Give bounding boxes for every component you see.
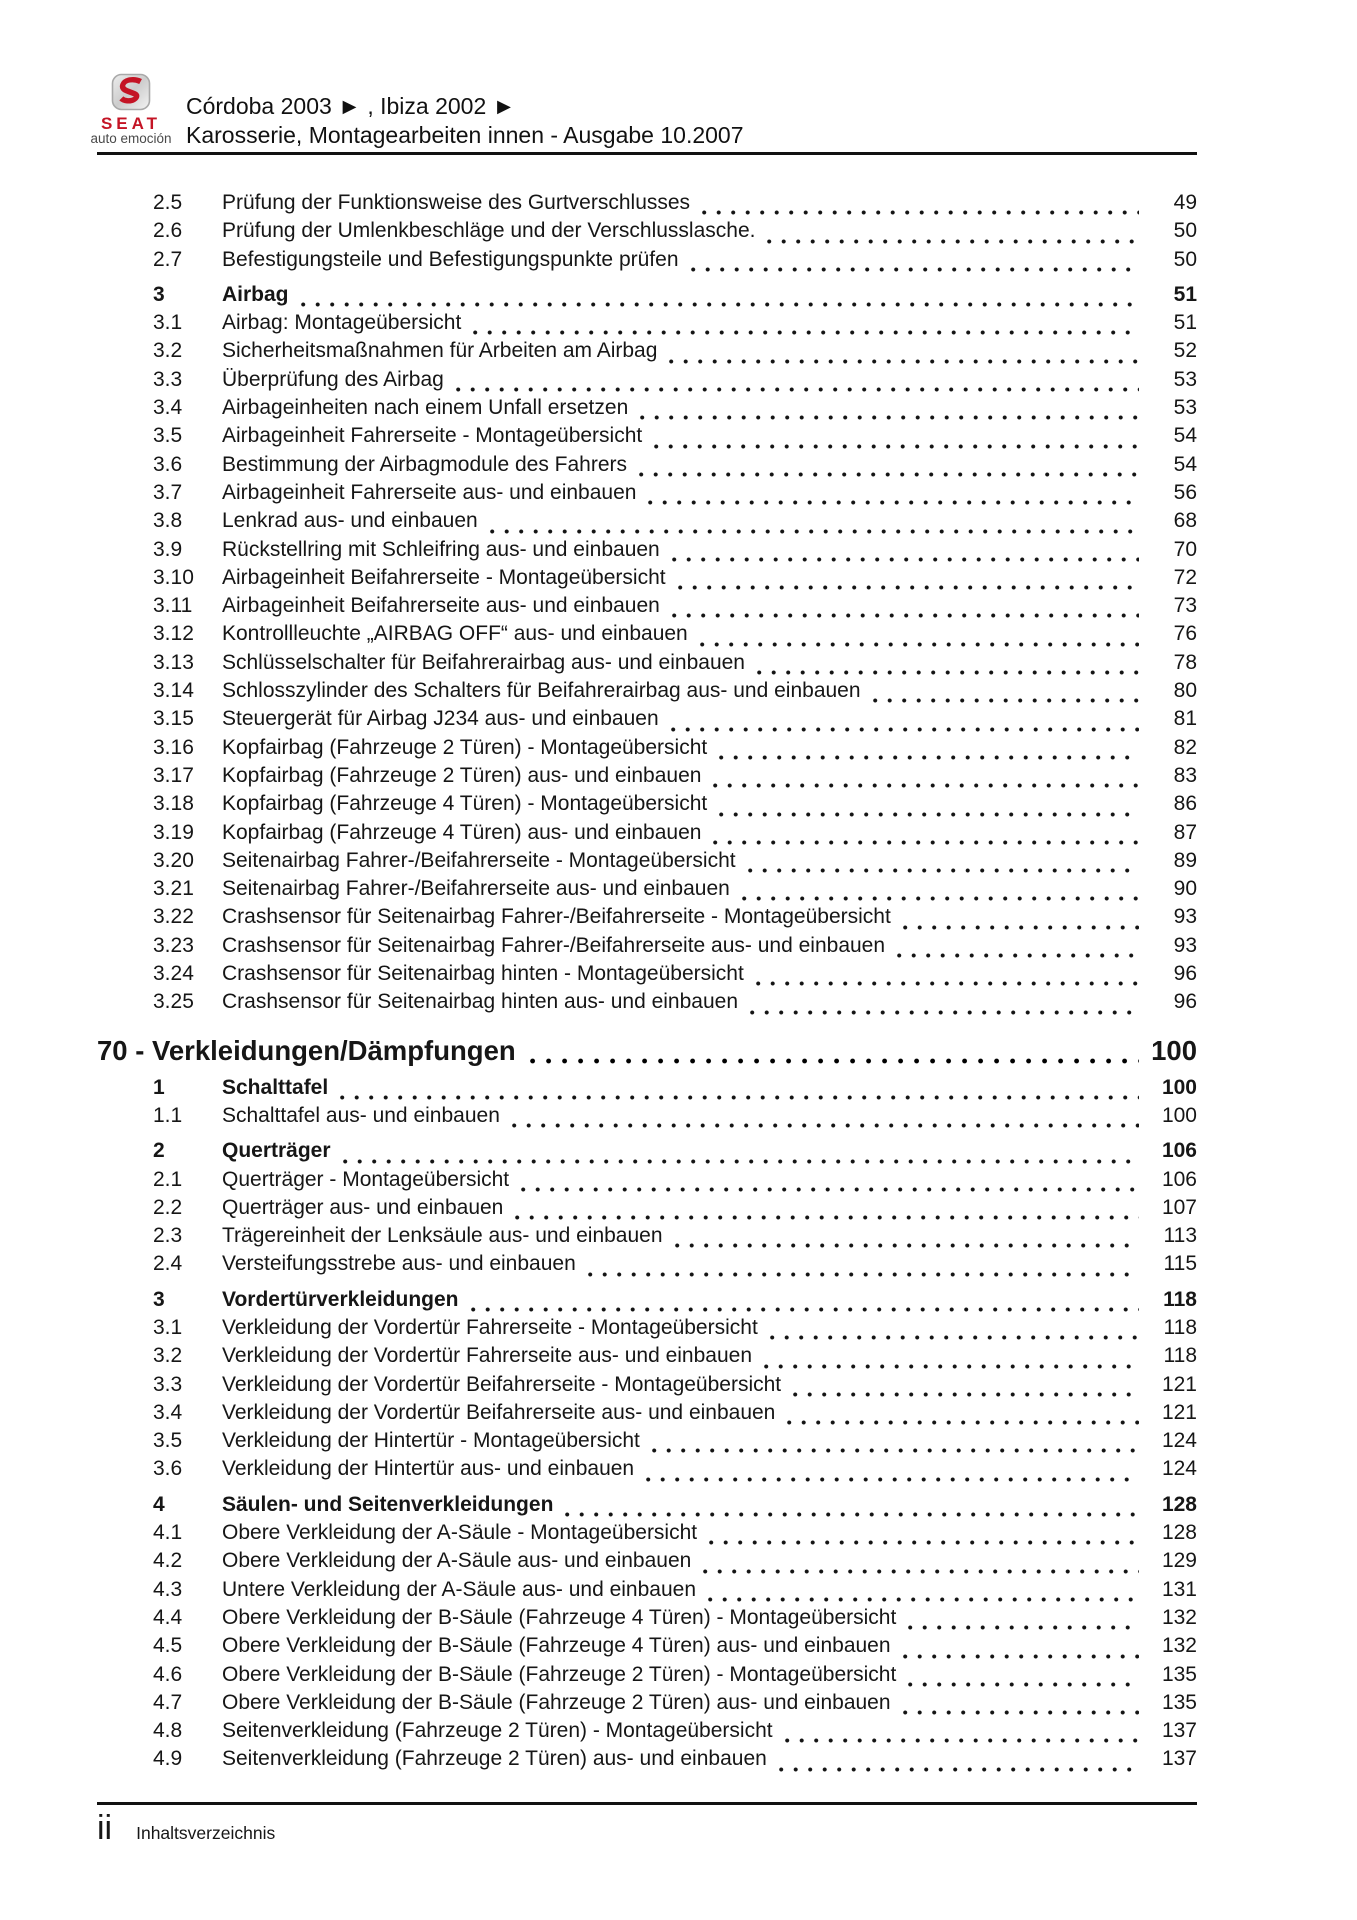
toc-entry-page: 72 — [1173, 565, 1197, 589]
dot-leader — [672, 557, 1139, 562]
toc-entry-page: 135 — [1161, 1690, 1197, 1714]
toc-entry-title: Obere Verkleidung der B-Säule (Fahrzeuge 4 Türen) aus- und einbauen — [222, 1634, 891, 1658]
toc-entry-page: 118 — [1163, 1344, 1197, 1368]
toc-entry-row — [97, 1549, 1197, 1577]
toc-entry-number: 2.5 — [153, 191, 183, 214]
dot-leader — [903, 925, 1139, 930]
toc-entry-number: 3.1 — [153, 1315, 183, 1339]
toc-entry-title: Trägereinheit der Lenksäule aus- und einbauen — [222, 1224, 663, 1248]
dot-leader — [903, 1654, 1139, 1659]
toc-entry-number: 3.3 — [153, 367, 183, 391]
toc-entry-title: Kopfairbag (Fahrzeuge 4 Türen) aus- und einbauen — [222, 820, 702, 844]
toc-entry-page: 118 — [1163, 1315, 1197, 1339]
toc-entry-row — [97, 1606, 1197, 1634]
dot-leader — [671, 727, 1139, 732]
toc-entry-page: 118 — [1163, 1287, 1197, 1311]
toc-entry-row — [97, 707, 1197, 735]
dot-leader — [903, 1710, 1139, 1715]
toc-entry-row — [97, 538, 1197, 566]
toc-entry-row — [97, 1076, 1197, 1104]
toc-entry-page: 121 — [1161, 1372, 1197, 1396]
dot-leader — [473, 330, 1139, 335]
toc-entry-page: 106 — [1161, 1167, 1197, 1191]
toc-entry-number: 4.1 — [153, 1521, 183, 1545]
toc-entry-row — [97, 1719, 1197, 1747]
toc-entry-number: 3.20 — [153, 848, 194, 872]
toc-entry-title: Überprüfung des Airbag — [222, 367, 444, 391]
toc-entry-title: Schalttafel — [222, 1075, 329, 1099]
toc-entry-row — [97, 1457, 1197, 1485]
toc-entry-number: 4.2 — [153, 1549, 183, 1573]
toc-entry-page: 106 — [1161, 1139, 1197, 1163]
toc-entry-number: 2.2 — [153, 1195, 183, 1219]
dot-leader — [515, 1215, 1139, 1220]
header-rule — [97, 152, 1197, 155]
dot-leader — [471, 1307, 1140, 1312]
toc-entry-row — [97, 1747, 1197, 1775]
toc-entry-row — [97, 1316, 1197, 1344]
toc-entry-page: 96 — [1173, 962, 1197, 986]
toc-entry-row — [97, 424, 1197, 452]
toc-entry-title: Sicherheitsmaßnahmen für Arbeiten am Airbag — [222, 339, 658, 363]
toc-entry-page: 51 — [1173, 282, 1197, 306]
toc-entry-row — [97, 877, 1197, 905]
dot-leader — [787, 1420, 1139, 1425]
toc-entry-row — [97, 651, 1197, 679]
dot-leader — [521, 1187, 1139, 1192]
toc-entry-number: 3.1 — [153, 311, 183, 335]
toc-entry-page: 70 — [1173, 537, 1197, 561]
dot-leader — [785, 1738, 1139, 1743]
toc-entry-title: Querträger aus- und einbauen — [222, 1195, 504, 1219]
toc-entry-number: 4.4 — [153, 1605, 183, 1629]
toc-entry-page: 129 — [1161, 1549, 1197, 1573]
dot-leader — [908, 1625, 1139, 1630]
toc-entry-row — [97, 1288, 1197, 1316]
seat-wordmark: SEAT — [100, 114, 162, 133]
toc-entry-row — [97, 396, 1197, 424]
dot-leader — [700, 642, 1139, 647]
toc-entry-title: Airbageinheit Fahrerseite aus- und einbauen — [222, 480, 637, 504]
toc-entry-page: 81 — [1173, 707, 1197, 731]
dot-leader — [756, 981, 1139, 986]
toc-entry-row — [97, 1373, 1197, 1401]
toc-entry-row — [97, 509, 1197, 537]
toc-entry-title: Befestigungsteile und Befestigungspunkte prüfen — [222, 247, 679, 271]
dot-leader — [588, 1272, 1139, 1277]
toc-entry-page: 132 — [1161, 1605, 1197, 1629]
toc-entry-row — [97, 339, 1197, 367]
dot-leader — [490, 529, 1139, 534]
dot-leader — [648, 500, 1139, 505]
toc-entry-title: Seitenverkleidung (Fahrzeuge 2 Türen) aus- und einbauen — [222, 1747, 767, 1771]
toc-entry-number: 2.4 — [153, 1252, 183, 1276]
toc-entry-page: 93 — [1173, 933, 1197, 957]
dot-leader — [767, 239, 1139, 244]
dot-leader — [719, 755, 1139, 760]
toc-entry-page: 96 — [1173, 990, 1197, 1014]
toc-entry-page: 82 — [1173, 735, 1197, 759]
toc-entry-title: Verkleidung der Hintertür aus- und einbauen — [222, 1457, 635, 1481]
toc-entry-row — [97, 679, 1197, 707]
toc-entry-row — [97, 1429, 1197, 1457]
dot-leader — [301, 302, 1139, 307]
toc-entry-number: 3.5 — [153, 1429, 183, 1453]
toc-entry-number: 4.7 — [153, 1690, 183, 1714]
toc-entry-title: Untere Verkleidung der A-Säule aus- und einbauen — [222, 1577, 696, 1601]
dot-leader — [713, 840, 1139, 845]
toc-entry-number: 4.6 — [153, 1662, 183, 1686]
header-title-line1: Córdoba 2003 ► , Ibiza 2002 ► — [186, 93, 516, 119]
toc-entry-title: Kopfairbag (Fahrzeuge 2 Türen) aus- und einbauen — [222, 763, 702, 787]
toc-entry-number: 3.9 — [153, 537, 183, 561]
toc-entry-row — [97, 736, 1197, 764]
seat-logo — [88, 73, 174, 146]
toc-entry-row — [97, 1168, 1197, 1196]
toc-entry-title: Säulen- und Seitenverkleidungen — [222, 1492, 554, 1516]
dot-leader — [343, 1159, 1139, 1164]
toc-entry-title: Kopfairbag (Fahrzeuge 4 Türen) - Montageübersicht — [222, 792, 708, 816]
toc-entry-row — [97, 905, 1197, 933]
toc-entry-title: Kontrollleuchte „AIRBAG OFF“ aus- und einbauen — [222, 622, 688, 646]
toc-entry-title: Obere Verkleidung der A-Säule aus- und einbauen — [222, 1549, 692, 1573]
header-title-line2: Karosserie, Montagearbeiten innen - Ausgabe 10.2007 — [186, 122, 744, 148]
toc-entry-page: 121 — [1161, 1400, 1197, 1424]
toc-entry-title: Obere Verkleidung der B-Säule (Fahrzeuge 4 Türen) - Montageübersicht — [222, 1605, 897, 1629]
toc-entry-row — [97, 1104, 1197, 1132]
toc-entry-title: Seitenairbag Fahrer-/Beifahrerseite - Montageübersicht — [222, 848, 736, 872]
toc-entry-title: Crashsensor für Seitenairbag Fahrer-/Beifahrerseite - Montageübersicht — [222, 905, 891, 929]
toc-entry-number: 3.23 — [153, 933, 194, 957]
dot-leader — [793, 1392, 1139, 1397]
toc-entry-title: Verkleidung der Vordertür Beifahrerseite - Montageübersicht — [222, 1372, 782, 1396]
dot-leader — [639, 472, 1139, 477]
toc-entry-title: Rückstellring mit Schleifring aus- und einbauen — [222, 537, 660, 561]
dot-leader — [691, 267, 1140, 272]
toc-entry-row — [97, 1224, 1197, 1252]
toc-entry-number: 3.24 — [153, 962, 194, 986]
toc-entry-title: Verkleidung der Vordertür Fahrerseite aus- und einbauen — [222, 1344, 753, 1368]
toc-entry-number: 3.7 — [153, 480, 183, 504]
toc-entry-row — [97, 594, 1197, 622]
toc-entry-page: 131 — [1161, 1577, 1197, 1601]
toc-entry-title: Schlosszylinder des Schalters für Beifahrerairbag aus- und einbauen — [222, 679, 861, 703]
toc-entry-title: Querträger - Montageübersicht — [222, 1167, 510, 1191]
toc-chapter-title: 70 - Verkleidungen/Dämpfungen — [97, 1034, 516, 1066]
dot-leader — [873, 698, 1139, 703]
toc-entry-page: 76 — [1173, 622, 1197, 646]
toc-entry-title: Bestimmung der Airbagmodule des Fahrers — [222, 452, 628, 476]
dot-leader — [640, 415, 1139, 420]
toc-entry-row — [97, 1578, 1197, 1606]
toc-entry-number: 3.11 — [153, 594, 193, 618]
toc-entry-page: 113 — [1163, 1224, 1197, 1248]
toc-entry-number: 3.4 — [153, 396, 183, 420]
toc-chapter-row — [97, 1035, 1197, 1069]
toc-entry-page: 51 — [1173, 311, 1197, 335]
toc-entry-row — [97, 962, 1197, 990]
toc-entry-number: 1.1 — [153, 1103, 183, 1127]
toc-entry-page: 53 — [1173, 367, 1197, 391]
toc-entry-number: 3.18 — [153, 792, 194, 816]
dot-leader — [340, 1095, 1139, 1100]
toc-entry-page: 100 — [1151, 1034, 1197, 1066]
toc-entry-row — [97, 1344, 1197, 1372]
dot-leader — [748, 868, 1139, 873]
toc-entry-page: 53 — [1173, 396, 1197, 420]
toc-entry-row — [97, 1252, 1197, 1280]
toc-entry-title: Vordertürverkleidungen — [222, 1287, 459, 1311]
dot-leader — [678, 585, 1139, 590]
toc-entry-page: 68 — [1173, 509, 1197, 533]
toc-entry-page: 90 — [1173, 877, 1197, 901]
toc-entry-row — [97, 1521, 1197, 1549]
toc-entry-title: Querträger — [222, 1139, 331, 1163]
toc-entry-title: Verkleidung der Hintertür - Montageübersicht — [222, 1429, 640, 1453]
toc-entry-row — [97, 481, 1197, 509]
toc-entry-number: 4.9 — [153, 1747, 183, 1771]
toc-entry-row — [97, 990, 1197, 1018]
dot-leader — [770, 1335, 1139, 1340]
dot-leader — [646, 1477, 1139, 1482]
toc-entry-row — [97, 453, 1197, 481]
toc-entry-page: 78 — [1173, 650, 1197, 674]
toc-entry-page: 73 — [1173, 594, 1197, 618]
toc-entry-page: 80 — [1173, 679, 1197, 703]
toc-entry-number: 3.16 — [153, 735, 194, 759]
toc-entry-page: 132 — [1161, 1634, 1197, 1658]
toc-entry-number: 3.6 — [153, 1457, 183, 1481]
toc-entry-title: Lenkrad aus- und einbauen — [222, 509, 478, 533]
dot-leader — [702, 210, 1139, 215]
toc-entry-number: 3.2 — [153, 339, 183, 363]
toc-entry-row — [97, 622, 1197, 650]
seat-badge-icon — [111, 73, 151, 116]
toc-entry-page: 56 — [1173, 480, 1197, 504]
toc-entry-page: 107 — [1161, 1195, 1197, 1219]
dot-leader — [654, 444, 1139, 449]
toc-entry-title: Prüfung der Umlenkbeschläge und der Verschlusslasche. — [222, 219, 756, 243]
dot-leader — [675, 1243, 1139, 1248]
toc-entry-title: Seitenairbag Fahrer-/Beifahrerseite aus- und einbauen — [222, 877, 730, 901]
toc-entry-row — [97, 792, 1197, 820]
toc-entry-number: 3.2 — [153, 1344, 183, 1368]
toc-entry-title: Steuergerät für Airbag J234 aus- und einbauen — [222, 707, 659, 731]
footer-rule — [97, 1802, 1197, 1805]
toc-entry-page: 128 — [1161, 1521, 1197, 1545]
toc-entry-number: 3.4 — [153, 1400, 183, 1424]
toc-entry-title: Prüfung der Funktionsweise des Gurtverschlusses — [222, 191, 691, 214]
toc-entry-number: 3.14 — [153, 679, 194, 703]
toc-entry-page: 100 — [1161, 1103, 1197, 1127]
toc-entry-number: 2.1 — [153, 1167, 183, 1191]
toc-entry-row — [97, 283, 1197, 311]
toc-entry-number: 2 — [153, 1139, 165, 1163]
toc-entry-page: 50 — [1173, 247, 1197, 271]
toc-entry-title: Airbageinheit Beifahrerseite - Montageübersicht — [222, 565, 666, 589]
toc-entry-page: 124 — [1161, 1429, 1197, 1453]
toc-entry-page: 93 — [1173, 905, 1197, 929]
toc-entry-title: Airbageinheiten nach einem Unfall ersetzen — [222, 396, 629, 420]
dot-leader — [713, 783, 1139, 788]
toc-entry-row — [97, 1139, 1197, 1167]
dot-leader — [897, 953, 1139, 958]
toc-entry-title: Crashsensor für Seitenairbag Fahrer-/Beifahrerseite aus- und einbauen — [222, 933, 886, 957]
toc-entry-page: 87 — [1173, 820, 1197, 844]
toc-entry-page: 86 — [1173, 792, 1197, 816]
toc-entry-page: 137 — [1161, 1719, 1197, 1743]
toc-entry-page: 49 — [1173, 191, 1197, 214]
toc-entry-page: 54 — [1173, 452, 1197, 476]
toc-entry-number: 3.8 — [153, 509, 183, 533]
toc-entry-number: 1 — [153, 1075, 165, 1099]
toc-entry-number: 3 — [153, 1287, 165, 1311]
toc-entry-title: Airbageinheit Beifahrerseite aus- und einbauen — [222, 594, 660, 618]
toc-entry-page: 135 — [1161, 1662, 1197, 1686]
toc-entry-number: 3.17 — [153, 763, 194, 787]
dot-leader — [530, 1058, 1139, 1064]
toc-entry-row — [97, 1401, 1197, 1429]
dot-leader — [652, 1448, 1139, 1453]
toc-entry-title: Schalttafel aus- und einbauen — [222, 1103, 500, 1127]
toc-entry-number: 3.10 — [153, 565, 194, 589]
toc-entry-number: 3.22 — [153, 905, 194, 929]
toc-entry-row — [97, 1663, 1197, 1691]
dot-leader — [565, 1512, 1139, 1517]
toc-entry-title: Airbag: Montageübersicht — [222, 311, 462, 335]
footer-page-number: ii — [97, 1809, 113, 1847]
toc-entry-row — [97, 1634, 1197, 1662]
toc-entry-title: Airbag — [222, 282, 289, 306]
toc-entry-number: 4.3 — [153, 1577, 183, 1601]
toc-entry-row — [97, 248, 1197, 276]
seat-tagline: auto emoción — [90, 131, 172, 146]
toc-entry-row — [97, 219, 1197, 247]
toc-entry-number: 4.8 — [153, 1719, 183, 1743]
toc-entry-page: 50 — [1173, 219, 1197, 243]
header-title-block — [186, 92, 744, 150]
toc-entry-title: Verkleidung der Vordertür Beifahrerseite aus- und einbauen — [222, 1400, 776, 1424]
toc-entry-page: 115 — [1163, 1252, 1197, 1276]
toc-entry-number: 3.3 — [153, 1372, 183, 1396]
dot-leader — [672, 613, 1139, 618]
toc-entry-page: 100 — [1161, 1075, 1197, 1099]
toc-entry-page: 89 — [1173, 848, 1197, 872]
toc-entry-row — [97, 1196, 1197, 1224]
toc-entry-title: Verkleidung der Vordertür Fahrerseite - Montageübersicht — [222, 1315, 758, 1339]
toc-entry-row — [97, 368, 1197, 396]
dot-leader — [779, 1767, 1139, 1772]
table-of-contents — [97, 191, 1197, 1776]
toc-entry-row — [97, 821, 1197, 849]
toc-entry-row — [97, 566, 1197, 594]
toc-entry-title: Kopfairbag (Fahrzeuge 2 Türen) - Montageübersicht — [222, 735, 708, 759]
toc-entry-number: 3.6 — [153, 452, 183, 476]
toc-entry-row — [97, 1691, 1197, 1719]
dot-leader — [669, 359, 1139, 364]
toc-entry-title: Obere Verkleidung der B-Säule (Fahrzeuge 2 Türen) aus- und einbauen — [222, 1690, 891, 1714]
toc-entry-title: Crashsensor für Seitenairbag hinten aus- und einbauen — [222, 990, 739, 1014]
toc-entry-row — [97, 934, 1197, 962]
toc-entry-page: 137 — [1161, 1747, 1197, 1771]
toc-entry-number: 3.5 — [153, 424, 183, 448]
dot-leader — [456, 387, 1139, 392]
dot-leader — [708, 1597, 1139, 1602]
toc-entry-number: 3.15 — [153, 707, 194, 731]
dot-leader — [719, 812, 1139, 817]
toc-entry-number: 4.5 — [153, 1634, 183, 1658]
dot-leader — [703, 1569, 1139, 1574]
toc-entry-number: 4 — [153, 1492, 165, 1516]
toc-entry-number: 3 — [153, 282, 165, 306]
toc-entry-title: Obere Verkleidung der A-Säule - Montageübersicht — [222, 1521, 698, 1545]
toc-entry-page: 128 — [1161, 1492, 1197, 1516]
toc-entry-page: 83 — [1173, 763, 1197, 787]
toc-entry-title: Versteifungsstrebe aus- und einbauen — [222, 1252, 576, 1276]
dot-leader — [742, 896, 1139, 901]
dot-leader — [764, 1364, 1139, 1369]
dot-leader — [512, 1123, 1139, 1128]
footer-label: Inhaltsverzeichnis — [136, 1823, 276, 1843]
page-footer — [97, 1808, 1197, 1848]
toc-entry-row — [97, 311, 1197, 339]
toc-entry-number: 3.25 — [153, 990, 194, 1014]
toc-entry-page: 54 — [1173, 424, 1197, 448]
toc-entry-title: Crashsensor für Seitenairbag hinten - Montageübersicht — [222, 962, 744, 986]
toc-entry-page: 52 — [1173, 339, 1197, 363]
toc-entry-row — [97, 764, 1197, 792]
toc-entry-row — [97, 849, 1197, 877]
dot-leader — [908, 1682, 1139, 1687]
toc-entry-page: 124 — [1161, 1457, 1197, 1481]
toc-entry-row — [97, 1493, 1197, 1521]
toc-entry-number: 2.3 — [153, 1224, 183, 1248]
toc-entry-number: 2.6 — [153, 219, 183, 243]
toc-entry-row — [97, 191, 1197, 219]
toc-entry-title: Schlüsselschalter für Beifahrerairbag aus- und einbauen — [222, 650, 745, 674]
dot-leader — [709, 1540, 1139, 1545]
toc-entry-title: Obere Verkleidung der B-Säule (Fahrzeuge 2 Türen) - Montageübersicht — [222, 1662, 897, 1686]
toc-entry-number: 3.19 — [153, 820, 194, 844]
dot-leader — [757, 670, 1139, 675]
toc-entry-number: 3.12 — [153, 622, 194, 646]
toc-entry-title: Seitenverkleidung (Fahrzeuge 2 Türen) - Montageübersicht — [222, 1719, 773, 1743]
dot-leader — [750, 1010, 1139, 1015]
toc-entry-title: Airbageinheit Fahrerseite - Montageübersicht — [222, 424, 643, 448]
toc-entry-number: 3.21 — [153, 877, 194, 901]
toc-entry-number: 2.7 — [153, 247, 183, 271]
toc-entry-number: 3.13 — [153, 650, 194, 674]
